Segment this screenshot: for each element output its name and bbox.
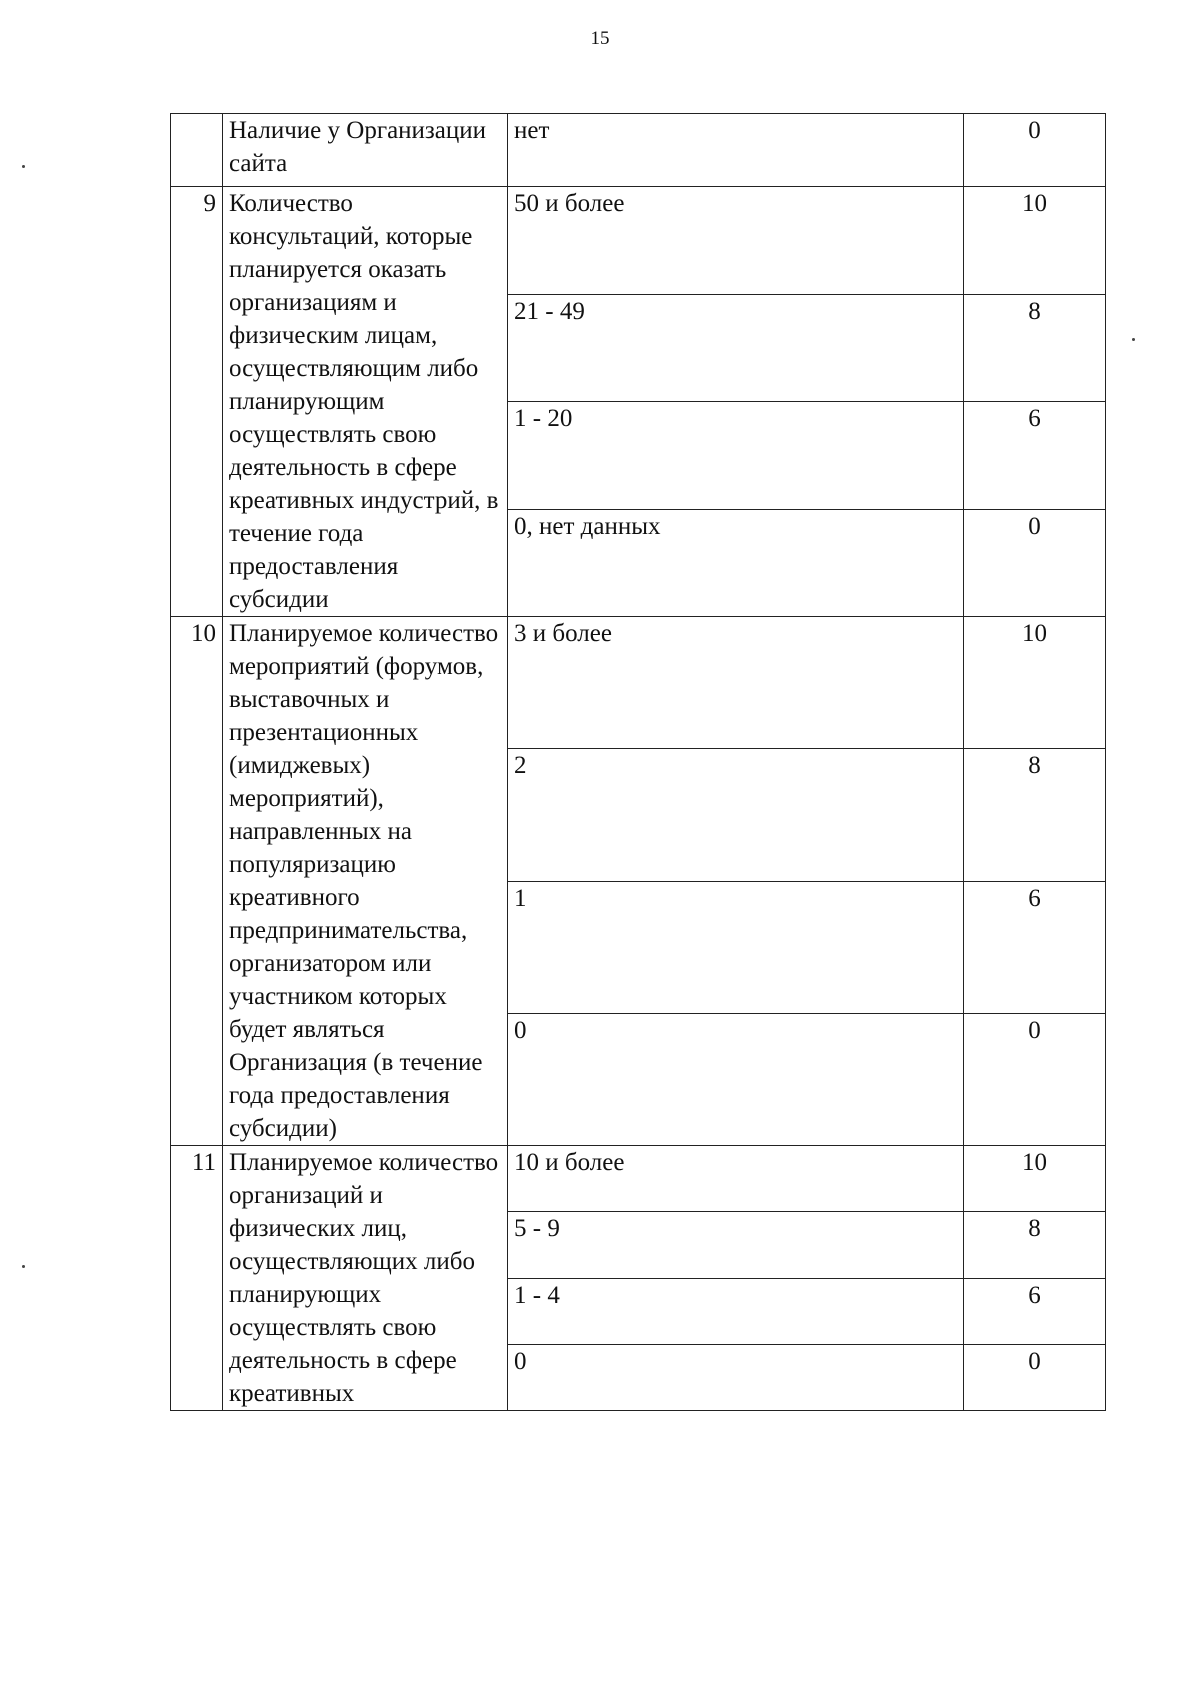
scan-speck [1132, 338, 1135, 341]
option-value: 2 [508, 749, 964, 881]
table-row [171, 187, 1106, 295]
option-score: 6 [964, 402, 1106, 510]
option-value: 1 - 4 [508, 1278, 964, 1344]
option-value: 1 [508, 881, 964, 1013]
option-value: 21 - 49 [508, 294, 964, 402]
option-score: 8 [964, 294, 1106, 402]
option-score: 0 [964, 1344, 1106, 1410]
option-score: 0 [964, 509, 1106, 617]
table-row [171, 617, 1106, 749]
scan-speck [22, 1265, 25, 1268]
option-value: 0, нет данных [508, 509, 964, 617]
criterion-text: Количество консультаций, которые планируется оказать организациям и физическим лицам, осуществляющим либо планирующим осуществлять свою деятельность в сфере креативных индустрий, в течение года предоставления субсидии [223, 187, 508, 617]
option-score: 10 [964, 187, 1106, 295]
option-score: 10 [964, 617, 1106, 749]
row-number: 10 [171, 617, 223, 1146]
option-score: 6 [964, 1278, 1106, 1344]
row-number: 9 [171, 187, 223, 617]
option-score: 10 [964, 1146, 1106, 1212]
option-score: 0 [964, 1013, 1106, 1145]
option-value: 10 и более [508, 1146, 964, 1212]
criteria-table [170, 113, 1106, 1411]
criterion-text: Планируемое количество мероприятий (форумов, выставочных и презентационных (имиджевых) мероприятий), направленных на популяризацию креативного предпринимательства, организатором или участником которых будет являться Организация (в течение года предоставления субсидии) [223, 617, 508, 1146]
criterion-text: Планируемое количество организаций и физических лиц, осуществляющих либо планирующих осуществлять свою деятельность в сфере креативных [223, 1146, 508, 1411]
row-number [171, 114, 223, 187]
option-score: 6 [964, 881, 1106, 1013]
option-score: 8 [964, 1212, 1106, 1278]
table-row [171, 114, 1106, 187]
option-value: 5 - 9 [508, 1212, 964, 1278]
option-score: 0 [964, 114, 1106, 187]
option-value: 50 и более [508, 187, 964, 295]
criterion-text: Наличие у Организации сайта [223, 114, 508, 187]
option-value: нет [508, 114, 964, 187]
option-value: 0 [508, 1344, 964, 1410]
row-number: 11 [171, 1146, 223, 1411]
option-score: 8 [964, 749, 1106, 881]
page-number: 15 [590, 28, 610, 49]
table-row [171, 1146, 1106, 1212]
option-value: 0 [508, 1013, 964, 1145]
scan-speck [22, 165, 25, 168]
option-value: 1 - 20 [508, 402, 964, 510]
option-value: 3 и более [508, 617, 964, 749]
